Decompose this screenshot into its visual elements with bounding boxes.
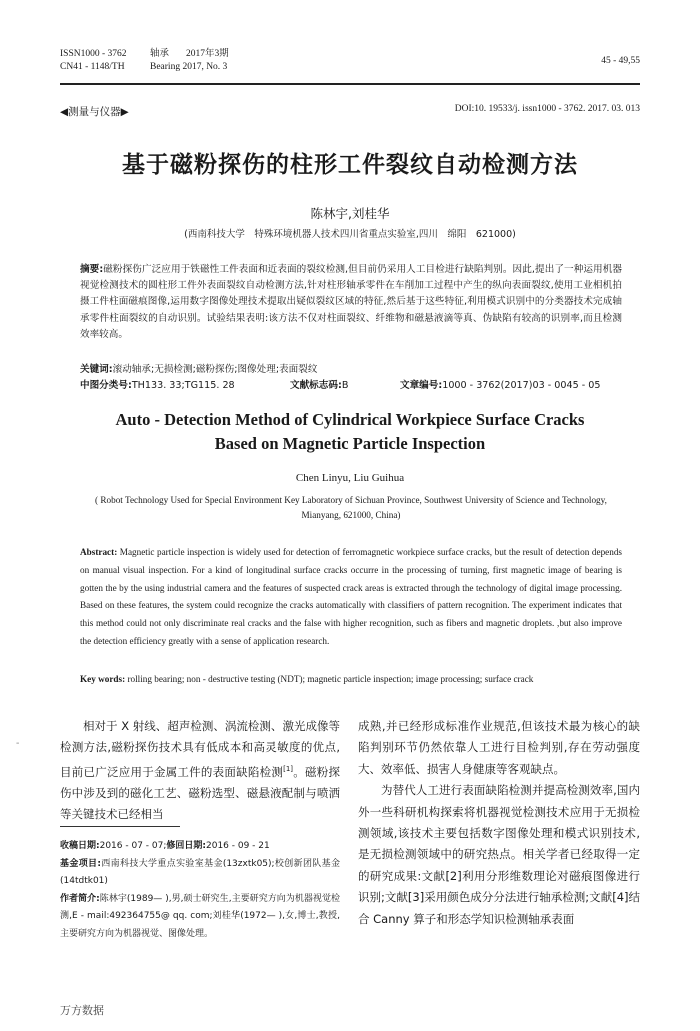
author-label: 作者简介: bbox=[60, 893, 100, 904]
revised-date: 2016 - 09 - 21 bbox=[206, 841, 270, 851]
cn-keywords-label: 关键词: bbox=[80, 364, 113, 375]
cn-abstract-label: 摘要: bbox=[80, 264, 104, 275]
en-title-line2: Based on Magnetic Particle Inspection bbox=[214, 434, 486, 453]
cn-number: CN41 - 1148/TH bbox=[60, 62, 125, 72]
revised-label: 修回日期: bbox=[166, 841, 206, 851]
en-keywords bbox=[80, 671, 622, 688]
fund-label: 基金项目: bbox=[60, 858, 101, 869]
en-abstract-label: Abstract: bbox=[80, 547, 118, 557]
cn-keywords-text: 滚动轴承;无损检测;磁粉探伤;图像处理;表面裂纹 bbox=[112, 364, 318, 375]
en-abstract-text: Magnetic particle inspection is widely used for detection of ferromagnetic workpiece surface cracks, but the result of detection depends on manual visual inspection. For a kind of longitudinal surface cracks occurre in the processing of turning, first magnetic image of bearing is gotten the by the using industrial camera and the features of suspected crack areas is extracted through the technology of digital image processing. Based on these features, the system could recognize the cracks automatically with classifiers of pattern recognition. The experiment indicates that this method could not only discriminate real cracks and the false with higher recognition, such as fibers and magnetic droplets. ,but also improve the detection efficiency greatly with a sense of application research. bbox=[80, 547, 622, 646]
body-left-paragraph bbox=[60, 716, 340, 826]
journal-name-cn: 轴承 bbox=[150, 49, 170, 59]
cn-title: 基于磁粉探伤的柱形工件裂纹自动检测方法 bbox=[122, 152, 578, 178]
footnote-author bbox=[60, 891, 340, 944]
issn: ISSN1000 - 3762 bbox=[60, 49, 127, 59]
header-rule bbox=[60, 83, 640, 85]
watermark: 万方数据 bbox=[60, 1004, 104, 1017]
body-right-column bbox=[358, 716, 640, 930]
en-title bbox=[60, 408, 640, 456]
body-right-paragraph-2: 为替代人工进行表面缺陷检测并提高检测效率,国内外一些科研机构探索将机器视觉检测技术应用于无损检测领域,该技术主要包括数字图像处理和模式识别技术,是无损检测领域中的研究热点。相关学者已经取得一定的研究成果:文献[2]利用分形维数理论对磁痕图像进行识别;文献[3]采用颜色成分分法进行轴承检测;文献[4]结合 Canny 算子和形态学知识检测轴承表面 bbox=[358, 783, 640, 926]
footnotes bbox=[60, 838, 340, 943]
en-keywords-text: rolling bearing; non - destructive testing (NDT); magnetic particle inspection; image processing; surface crack bbox=[125, 674, 534, 684]
fund-text: 西南科技大学重点实验室基金(13zxtk05);校创新团队基金(14tdtk01) bbox=[60, 858, 340, 886]
body-left-text-tail: 。磁粉探伤中涉及到的磁化工艺、磁粉选型、磁悬液配制与喷洒等关键技术已经相当 bbox=[60, 764, 341, 822]
margin-mark: - bbox=[16, 738, 20, 749]
received-date: 2016 - 07 - 07; bbox=[99, 841, 167, 851]
journal-header-left bbox=[60, 48, 229, 74]
en-abstract bbox=[80, 544, 622, 651]
clc-label: 中图分类号: bbox=[80, 380, 132, 391]
body-right-paragraph-1: 成熟,并已经形成标准作业规范,但该技术最为核心的缺陷判别环节仍然依靠人工进行目检判别,存在劳动强度大、效率低、损害人身健康等客观缺点。 bbox=[358, 719, 640, 776]
doc-code-value: B bbox=[341, 380, 349, 391]
footnote-rule bbox=[60, 826, 180, 827]
en-affiliation: ( Robot Technology Used for Special Environment Key Laboratory of Sichuan Province, Southwest University of Science and Technology, Mianyang, 621000, China) bbox=[95, 495, 607, 520]
page-range: 45 - 49,55 bbox=[601, 56, 640, 66]
cn-abstract-text: 磁粉探伤广泛应用于铁磁性工件表面和近表面的裂纹检测,但目前仍采用人工目检进行缺陷判别。因此,提出了一种运用机器视觉检测技术的圆柱形工件外表面裂纹自动检测方法,针对柱形轴承零件在车削加工过程中产生的纵向表面裂纹,使用工业相机拍摄工件柱面磁痕图像,运用数字图像处理技术提取出疑似裂纹区域的特征,然后基于这些特征,利用模式识别中的分类器技术完成轴承零件柱面裂纹的自动识别。试验结果表明:该方法不仅对柱面裂纹、纤维物和磁悬液滴等真、伪缺陷有较高的识别率,而且检测效率较高。 bbox=[80, 264, 622, 340]
en-title-line1: Auto - Detection Method of Cylindrical Workpiece Surface Cracks bbox=[115, 410, 585, 429]
doi: DOI:10. 19533/j. issn1000 - 3762. 2017. 03. 013 bbox=[454, 104, 640, 114]
section-tag: ◀测量与仪器▶ bbox=[60, 106, 129, 118]
cn-meta bbox=[80, 362, 622, 394]
article-id-value: 1000 - 3762(2017)03 - 0045 - 05 bbox=[442, 380, 601, 391]
cn-affiliation: (西南科技大学 特殊环境机器人技术四川省重点实验室,四川 绵阳 621000) bbox=[184, 229, 516, 240]
clc-value: TH133. 33;TG115. 28 bbox=[131, 380, 235, 391]
footnote-fund bbox=[60, 856, 340, 891]
body-left-column bbox=[60, 716, 340, 826]
body-left-text: 相对于 X 射线、超声检测、涡流检测、激光成像等检测方法,磁粉探伤技术具有低成本和高灵敏度的优点,目前已广泛应用于金属工件的表面缺陷检测 bbox=[60, 719, 340, 779]
en-authors: Chen Linyu, Liu Guihua bbox=[295, 472, 405, 484]
cn-keywords bbox=[80, 362, 622, 378]
cn-authors: 陈林宇,刘桂华 bbox=[310, 206, 390, 221]
author-text: 陈林宇(1989— ),男,硕士研究生,主要研究方向为机器视觉检测,E - mail:492364755@ qq. com;刘桂华(1972— ),女,博士,教授,主要研究方向为机器视觉、图像处理。 bbox=[60, 893, 340, 939]
doc-code-label: 文献标志码: bbox=[290, 380, 342, 391]
issue-en: Bearing 2017, No. 3 bbox=[150, 62, 228, 72]
cn-classification bbox=[80, 378, 622, 394]
received-label: 收稿日期: bbox=[60, 841, 100, 851]
article-id-label: 文章编号: bbox=[400, 380, 443, 391]
footnote-dates bbox=[60, 838, 340, 856]
cn-abstract bbox=[80, 262, 622, 343]
en-keywords-label: Key words: bbox=[80, 674, 126, 684]
issue-cn: 2017年3期 bbox=[186, 49, 229, 59]
citation-1: [1] bbox=[283, 764, 294, 773]
